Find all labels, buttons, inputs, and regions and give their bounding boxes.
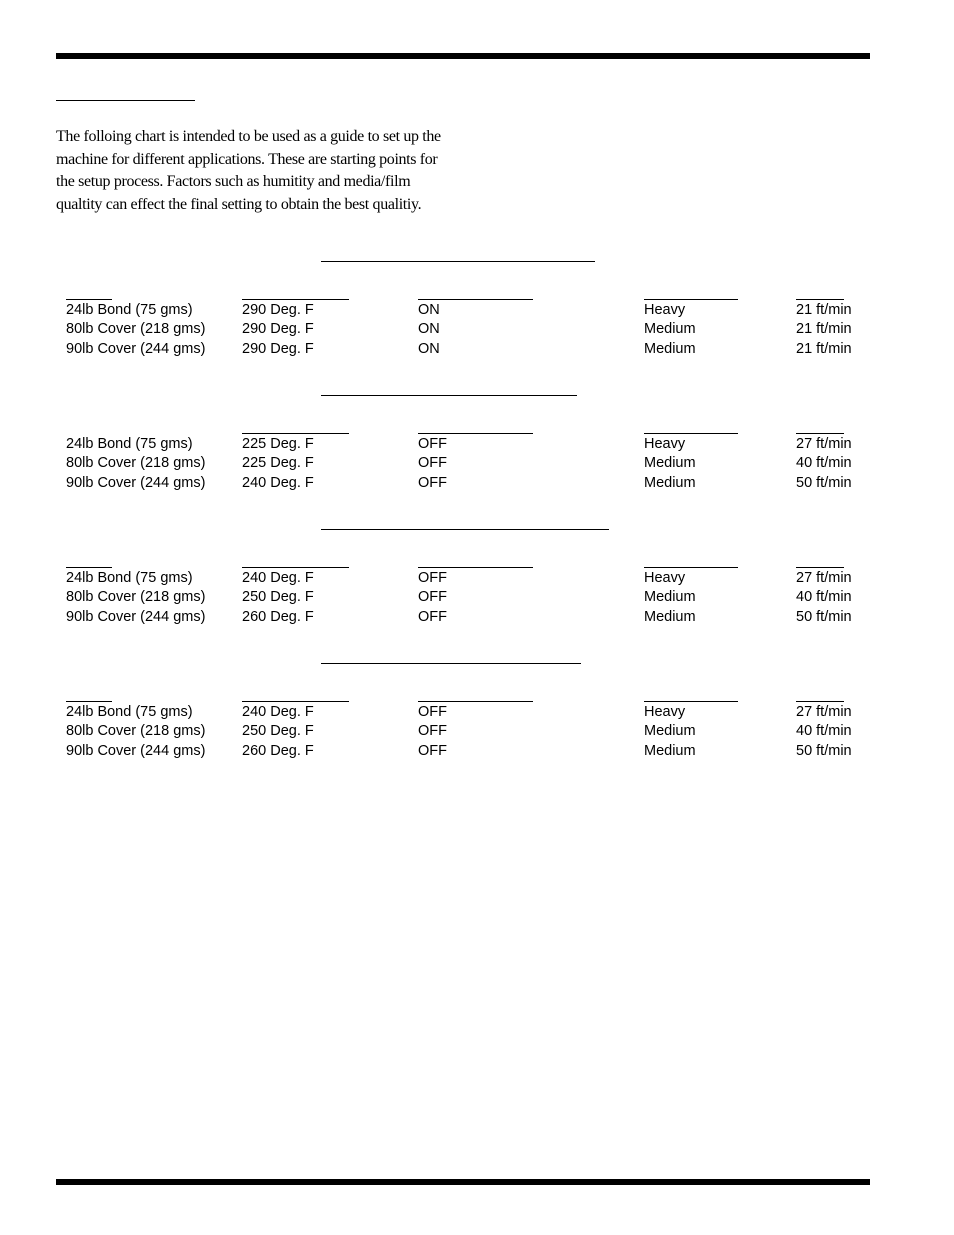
temp-header-rule bbox=[242, 567, 349, 568]
temperature-cell: 290 Deg. F bbox=[242, 321, 314, 338]
fan-header-rule bbox=[418, 433, 533, 434]
speed-cell: 21 ft/min bbox=[796, 302, 852, 318]
heading-underline bbox=[56, 100, 195, 101]
table-row bbox=[0, 703, 954, 722]
speed-header-rule bbox=[796, 701, 844, 702]
media-cell: 24lb Bond (75 gms) bbox=[66, 704, 193, 720]
tension-cell: Medium bbox=[644, 340, 696, 357]
media-cell: 80lb Cover (218 gms) bbox=[66, 723, 206, 740]
media-cell: 24lb Bond (75 gms) bbox=[66, 570, 193, 586]
fan-cell: OFF bbox=[418, 723, 447, 740]
media-header-rule bbox=[66, 299, 112, 300]
settings-rows bbox=[0, 569, 954, 627]
speed-cell: 21 ft/min bbox=[796, 340, 852, 357]
tension-header-rule bbox=[644, 433, 738, 434]
speed-cell: 50 ft/min bbox=[796, 608, 852, 625]
tension-cell: Medium bbox=[644, 321, 696, 338]
section-title-rule bbox=[321, 663, 581, 664]
tension-header-rule bbox=[644, 567, 738, 568]
fan-cell: OFF bbox=[418, 589, 447, 606]
media-header-rule bbox=[66, 567, 112, 568]
tension-cell: Medium bbox=[644, 589, 696, 606]
table-row bbox=[0, 320, 954, 339]
temperature-cell: 290 Deg. F bbox=[242, 302, 314, 318]
media-cell: 90lb Cover (244 gms) bbox=[66, 608, 206, 625]
temperature-cell: 225 Deg. F bbox=[242, 455, 314, 472]
tension-cell: Medium bbox=[644, 723, 696, 740]
tension-cell: Medium bbox=[644, 474, 696, 491]
temp-header-rule bbox=[242, 701, 349, 702]
tension-cell: Heavy bbox=[644, 436, 686, 452]
media-cell: 80lb Cover (218 gms) bbox=[66, 455, 206, 472]
top-rule bbox=[56, 53, 870, 59]
section-title-rule bbox=[321, 529, 609, 530]
settings-section-4 bbox=[0, 663, 954, 793]
media-cell: 24lb Bond (75 gms) bbox=[66, 302, 193, 318]
tension-cell: Medium bbox=[644, 742, 696, 759]
fan-cell: OFF bbox=[418, 704, 447, 720]
speed-cell: 27 ft/min bbox=[796, 704, 852, 720]
fan-cell: ON bbox=[418, 321, 440, 338]
tension-cell: Medium bbox=[644, 455, 696, 472]
section-title-rule bbox=[321, 395, 577, 396]
settings-rows bbox=[0, 703, 954, 761]
media-header-rule bbox=[66, 701, 112, 702]
speed-cell: 27 ft/min bbox=[796, 436, 852, 452]
speed-header-rule bbox=[796, 299, 844, 300]
speed-cell: 21 ft/min bbox=[796, 321, 852, 338]
settings-rows bbox=[0, 435, 954, 493]
speed-cell: 50 ft/min bbox=[796, 474, 852, 491]
temperature-cell: 250 Deg. F bbox=[242, 723, 314, 740]
temperature-cell: 240 Deg. F bbox=[242, 704, 314, 720]
fan-cell: ON bbox=[418, 340, 440, 357]
settings-section-1 bbox=[0, 261, 954, 391]
temperature-cell: 225 Deg. F bbox=[242, 436, 314, 452]
tension-cell: Heavy bbox=[644, 704, 686, 720]
media-cell: 80lb Cover (218 gms) bbox=[66, 321, 206, 338]
table-row bbox=[0, 340, 954, 359]
speed-header-rule bbox=[796, 567, 844, 568]
tension-cell: Heavy bbox=[644, 302, 686, 318]
tension-header-rule bbox=[644, 299, 738, 300]
speed-cell: 40 ft/min bbox=[796, 455, 852, 472]
settings-section-2 bbox=[0, 395, 954, 525]
intro-paragraph: The folloing chart is intended to be used as a guide to set up the machine for different applications. These are starting points for the setup process. Factors such as humitity and media/film qualtity can effect the final setting to obtain the best qualitiy. bbox=[56, 128, 441, 213]
tension-cell: Medium bbox=[644, 608, 696, 625]
table-row bbox=[0, 454, 954, 473]
temperature-cell: 240 Deg. F bbox=[242, 570, 314, 586]
table-row bbox=[0, 435, 954, 454]
fan-header-rule bbox=[418, 299, 533, 300]
table-row bbox=[0, 608, 954, 627]
media-cell: 90lb Cover (244 gms) bbox=[66, 474, 206, 491]
temperature-cell: 290 Deg. F bbox=[242, 340, 314, 357]
fan-cell: OFF bbox=[418, 455, 447, 472]
tension-header-rule bbox=[644, 701, 738, 702]
table-row bbox=[0, 301, 954, 320]
speed-cell: 40 ft/min bbox=[796, 723, 852, 740]
fan-header-rule bbox=[418, 567, 533, 568]
settings-section-3 bbox=[0, 529, 954, 659]
fan-header-rule bbox=[418, 701, 533, 702]
temperature-cell: 250 Deg. F bbox=[242, 589, 314, 606]
fan-cell: OFF bbox=[418, 570, 447, 586]
temperature-cell: 240 Deg. F bbox=[242, 474, 314, 491]
speed-header-rule bbox=[796, 433, 844, 434]
fan-cell: OFF bbox=[418, 608, 447, 625]
table-row bbox=[0, 588, 954, 607]
media-cell: 24lb Bond (75 gms) bbox=[66, 436, 193, 452]
temperature-cell: 260 Deg. F bbox=[242, 608, 314, 625]
media-cell: 90lb Cover (244 gms) bbox=[66, 340, 206, 357]
fan-cell: OFF bbox=[418, 436, 447, 452]
settings-rows bbox=[0, 301, 954, 359]
speed-cell: 50 ft/min bbox=[796, 742, 852, 759]
table-row bbox=[0, 474, 954, 493]
table-row bbox=[0, 722, 954, 741]
fan-cell: OFF bbox=[418, 742, 447, 759]
speed-cell: 40 ft/min bbox=[796, 589, 852, 606]
table-row bbox=[0, 742, 954, 761]
temp-header-rule bbox=[242, 433, 349, 434]
media-cell: 90lb Cover (244 gms) bbox=[66, 742, 206, 759]
speed-cell: 27 ft/min bbox=[796, 570, 852, 586]
bottom-rule bbox=[56, 1179, 870, 1185]
fan-cell: ON bbox=[418, 302, 440, 318]
media-cell: 80lb Cover (218 gms) bbox=[66, 589, 206, 606]
tension-cell: Heavy bbox=[644, 570, 686, 586]
fan-cell: OFF bbox=[418, 474, 447, 491]
table-row bbox=[0, 569, 954, 588]
temperature-cell: 260 Deg. F bbox=[242, 742, 314, 759]
section-title-rule bbox=[321, 261, 595, 262]
temp-header-rule bbox=[242, 299, 349, 300]
